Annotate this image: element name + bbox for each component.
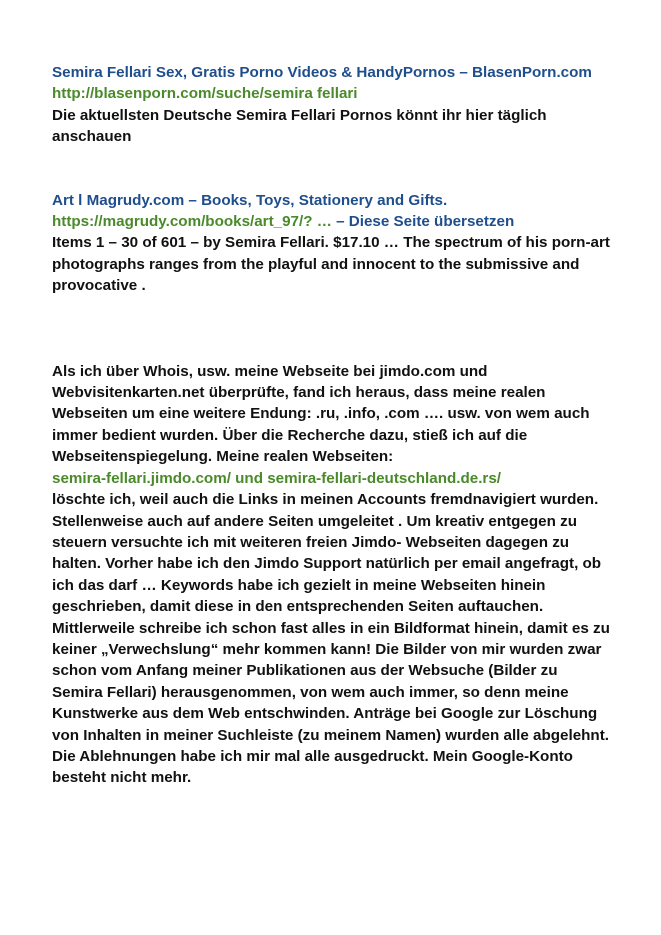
result-2-url[interactable]: https://magrudy.com/books/art_97/? …: [52, 213, 332, 231]
result-2-snippet: Items 1 – 30 of 601 – by Semira Fellari. $17.10 … The spectrum of his porn-art photographs ranges from the playful and innocent to the submissive and provocative .: [52, 234, 610, 295]
body-text-after: löschte ich, weil auch die Links in meinen Accounts fremdnavigiert wurden. Stellenweise auch auf andere Seiten umgeleitet . Um kreativ entgegen zu steuern versuchte ich mit weiteren freien Jimdo- Webseiten dagegen zu halten. Vorher habe ich den Jimdo Support natürlich per email angefragt, ob ich das darf … Keywords habe ich gezielt in meine Webseiten hinein geschrieben, damit diese in den entsprechenden Seiten auftauchen. Mittlerweile schreibe ich schon fast alles in ein Bildformat hinein, damit es zu keiner „Verwechslung“ mehr kommen kann! Die Bilder von mir wurden zwar schon vom Anfang meiner Publikationen aus der Websuche (Bilder zu Semira Fellari) herausgenommen, von wem auch immer, so denn meine Kunstwerke aus dem Web entschwinden. Anträge bei Google zur Löschung von Inhalten in meiner Suchleiste (zu meinem Namen) wurden alle abgelehnt. Die Ablehnungen habe ich mir mal alle ausgedruckt. Mein Google-Konto besteht nicht mehr.: [52, 491, 610, 787]
search-result-1: [52, 62, 612, 148]
body-paragraph: [52, 361, 612, 789]
result-1-snippet: Die aktuellsten Deutsche Semira Fellari Pornos könnt ihr hier täglich anschauen: [52, 106, 547, 146]
result-2-title[interactable]: Art l Magrudy.com – Books, Toys, Stationery and Gifts.: [52, 191, 448, 209]
result-1-title[interactable]: Semira Fellari Sex, Gratis Porno Videos & HandyPornos – BlasenPorn.com: [52, 64, 592, 81]
translate-link[interactable]: – Diese Seite übersetzen: [331, 213, 515, 231]
spacer: [52, 297, 612, 361]
search-result-2: [52, 190, 612, 297]
website-links[interactable]: semira-fellari.jimdo.com/ und semira-fellari-deutschland.de.rs/: [52, 469, 502, 487]
spacer: [52, 148, 612, 190]
body-text-before: Als ich über Whois, usw. meine Webseite bei jimdo.com und Webvisitenkarten.net überprüfte, fand ich heraus, dass meine realen Webseiten um eine weitere Endung: .ru, .info, .com …. usw. von wem auch immer bedient wurden. Über die Recherche dazu, stieß ich auf die Webseitenspiegelung. Meine realen Webseiten:: [52, 362, 590, 466]
result-1-url[interactable]: http://blasenporn.com/suche/semira fellari: [52, 85, 358, 103]
document-page: [52, 62, 612, 789]
